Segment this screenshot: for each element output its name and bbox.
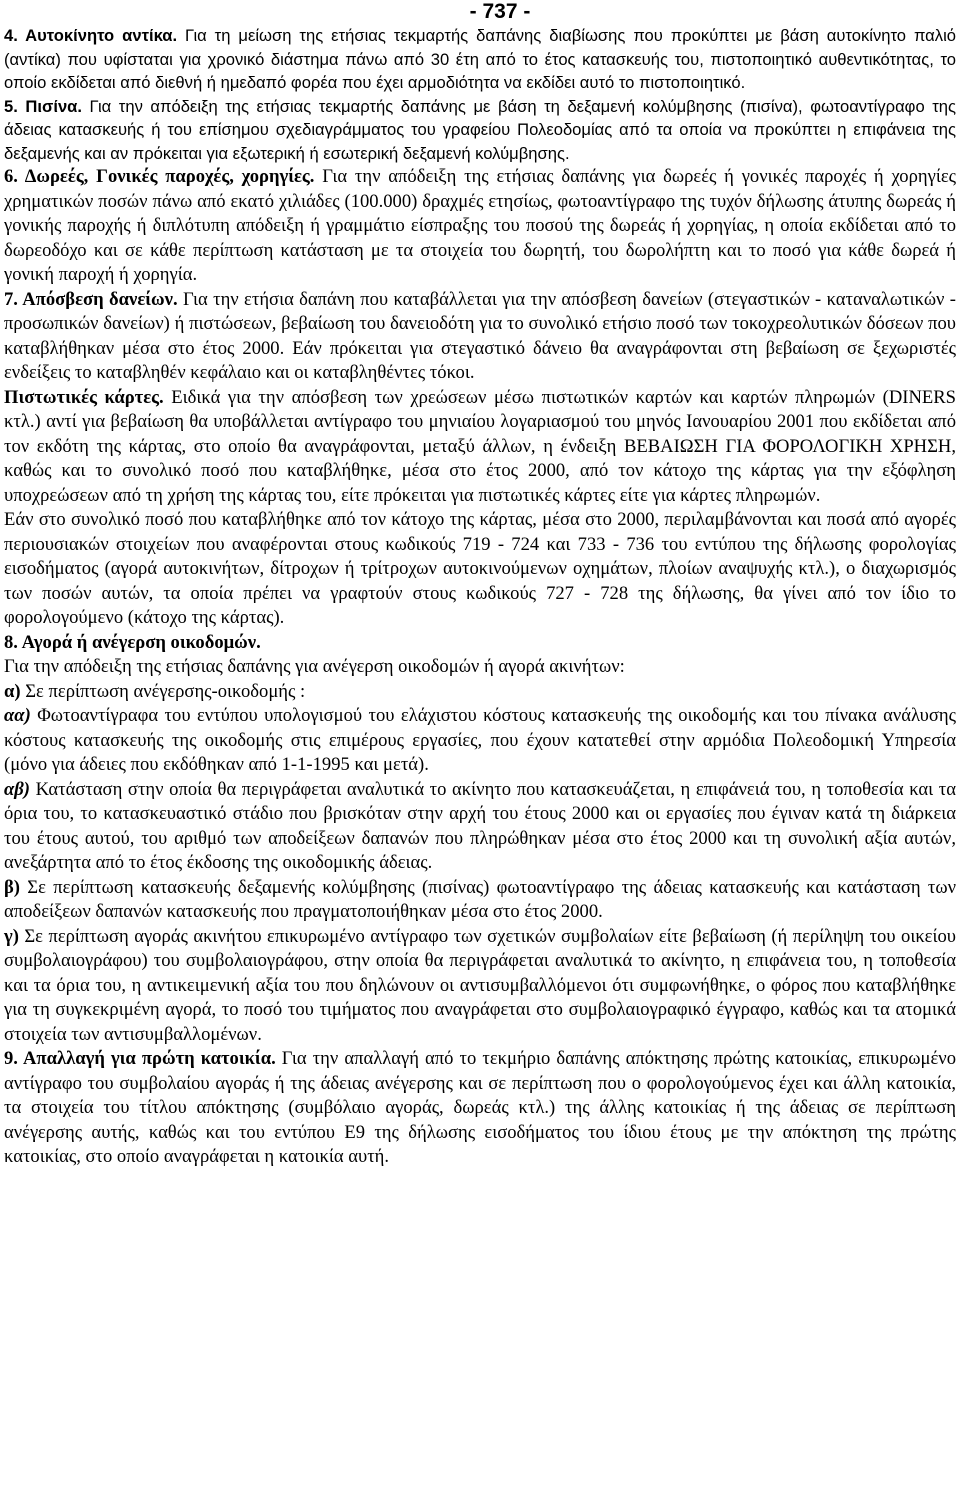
item-label: αβ): [4, 778, 31, 800]
section-heading: 6. Δωρεές, Γονικές παροχές, χορηγίες.: [4, 166, 315, 187]
item-text: Σε περίπτωση κατασκευής δεξαμενής κολύμβησης (πισίνας) φωτοαντίγραφο της άδειας κατασκευής και κατάσταση των αποδείξεων δαπανών κατασκευής που πραγματοποιήθηκαν μέσα στο έτος 2000.: [4, 876, 956, 922]
section-text: Για την απόδειξη της ετήσιας δαπάνης για δωρεές ή γονικές παροχές ή χορηγίες χρηματικών ποσών πάνω από εκατό χιλιάδες (100.000) δραχμές ετησίως, φωτοαντίγραφο της τυχόν δήλωσης άτυπης δωρεάς ή γονικής παροχής ή διπλότυπη απόδειξη ή γραμμάτιο είσπραξης του ποσού της δωρεάς ή χορηγίας, η οποία εκδίδεται από το δωρεοδόχο και σε κάθε περίπτωση κατάσταση με τα στοιχεία του δωρητή, του δωρολήπτη και το ποσό για κάθε δωρεά ή γονική παροχή ή χορηγία.: [4, 166, 956, 285]
item-label: β): [4, 876, 20, 898]
section-antique-car: [4, 24, 956, 95]
section-text: Για την ετήσια δαπάνη που καταβάλλεται για την απόσβεση δανείων (στεγαστικών - καταναλωτικών - προσωπικών δανείων) ή πιστώσεων, βεβαίωση του δανειοδότη για το συνολικό ετήσιο ποσό των τοκοχρεολυτικών δόσεων που καταβλήθηκαν μέσα στο έτος 2000. Εάν πρόκειται για στεγαστικό δάνειο θα αναγράφονται στη βεβαίωση σε ξεχωριστές ενδείξεις το καταβληθέν κεφάλαιο και οι καταβληθέντες τόκοι.: [4, 288, 956, 383]
section-loan-repayment: [4, 288, 956, 386]
section-heading: 8. Αγορά ή ανέγερση οικοδομών.: [4, 631, 261, 653]
item-text: Σε περίπτωση αγοράς ακινήτου επικυρωμένο αντίγραφο των σχετικών συμβολαίων είτε βεβαίωση (ή περίληψη του οικείου συμβολαιογράφου) του συμβολαιογράφου, στην οποία θα περιγράφεται αναλυτικά το ακίνητο, η επιφάνεια του, η τοποθεσία και τα όρια του, η αντικειμενική αξία του που δηλώνουν οι αντισυμβαλλόμενοι ότι συμφωνήθηκε, ο φόρος που καταβλήθηκε για τη συγκεκριμένη αγορά, το ποσό του τιμήματος που αναγράφεται στο συμβολαιογραφικό έγγραφο, καθώς και τα ατομικά στοιχεία των αντισυμβαλλομένων.: [4, 925, 956, 1045]
item-text: Σε περίπτωση ανέγερσης-οικοδομής :: [20, 680, 306, 702]
item-label: γ): [4, 925, 19, 947]
item-a: [4, 680, 956, 705]
section-text: Για την απόδειξη της ετήσιας τεκμαρτής δαπάνης με βάση τη δεξαμενή κολύμβησης (πισίνα), φωτοαντίγραφο της άδειας κατασκευής ή του επίσημου σχεδιαγράμματος του γραφείου Πολεοδομίας από τα οποία να προκύπτει η επιφάνεια της δεξαμενής και αν πρόκειται για εξωτερική ή εσωτερική δεξαμενή κολύμβησης.: [4, 96, 956, 163]
item-ab: [4, 778, 956, 876]
item-aa: [4, 704, 956, 778]
section-heading: 4. Αυτοκίνητο αντίκα.: [4, 26, 178, 45]
item-text: Φωτοαντίγραφα του εντύπου υπολογισμού του ελάχιστου κόστους κατασκευής της οικοδομής και του πίνακα ανάλυσης κόστους κατασκευής της οικοδομής στις επιμέρους εργασίες, που έχουν κατατεθεί στην αρμόδια Πολεοδομική Υπηρεσία (μόνο για άδειες που εκδόθηκαν από 1-1-1995 και μετά).: [4, 705, 956, 775]
document-page: [4, 0, 956, 1170]
section-text: Για την απαλλαγή από το τεκμήριο δαπάνης απόκτησης πρώτης κατοικίας, επικυρωμένο αντίγραφο του συμβολαίου αγοράς ή της άδειας ανέγερσης και σε περίπτωση που ο φορολογούμενος έχει και άλλη κατοικία, τα στοιχεία του τίτλου απόκτησης (συμβόλαιο αγοράς, δωρεάς κτλ.) της άλλης κατοικίας ή της άδειας σε περίπτωση ανέγερσης αυτής, καθώς και του εντύπου Ε9 της δήλωσης εισοδήματος του ίδιου έτους με την απόκτηση της πρώτης κατοικίας, στο οποίο αναγράφεται η κατοικία αυτή.: [4, 1048, 956, 1167]
buildings-intro: Για την απόδειξη της ετήσιας δαπάνης για ανέγερση οικοδομών ή αγορά ακινήτων:: [4, 656, 625, 677]
section-donations: [4, 165, 956, 288]
section-heading: 7. Απόσβεση δανείων.: [4, 288, 178, 310]
item-c: [4, 925, 956, 1048]
item-b: [4, 876, 956, 925]
section-heading: Πιστωτικές κάρτες.: [4, 386, 164, 408]
credit-cards-paragraph-2: Εάν στο συνολικό ποσό που καταβλήθηκε από τον κάτοχο της κάρτας, μέσα στο 2000, περιλαμβάνονται και ποσά από αγορές περιουσιακών στοιχείων που αναφέρονται στους κωδικούς 719 - 724 και 733 - 736 του εντύπου της δήλωσης φορολογίας εισοδήματος (αγορά αυτοκινήτων, δίτροχων ή τρίτροχων αυτοκινούμενων οχημάτων, πλοίων αναψυχής κτλ.), ο διαχωρισμός των ποσών αυτών, τα οποία πρέπει να γραφτούν στους κωδικούς 727 - 728 της δήλωσης, θα γίνει από τον ίδιο το φορολογούμενο (κάτοχο της κάρτας).: [4, 509, 956, 628]
section-text: Για τη μείωση της ετήσιας τεκμαρτής δαπάνης διαβίωσης που προκύπτει με βάση αυτοκίνητο παλιό (αντίκα) που υφίσταται για χρονικό διάστημα πάνω από 30 έτη από το έτος κατασκευής του, πιστοποιητικό αυθεντικότητας, το οποίο εκδίδεται από διεθνή ή ημεδαπό φορέα που έχει αρμοδιότητα να εκδίδει αυτό το πιστοποιητικό.: [4, 26, 956, 92]
page-number: - 737 -: [469, 0, 531, 23]
section-pool: [4, 95, 956, 166]
section-first-home: [4, 1047, 956, 1170]
item-label: α): [4, 680, 21, 702]
section-heading: 9. Απαλλαγή για πρώτη κατοικία.: [4, 1048, 276, 1069]
section-heading: 5. Πισίνα.: [4, 96, 82, 116]
section-credit-cards: [4, 386, 956, 509]
section-text: Ειδικά για την απόσβεση των χρεώσεων μέσω πιστωτικών καρτών και καρτών πληρωμών (DINERS κτλ.) αντί για βεβαίωση θα υποβάλλεται αντίγραφο του μηνιαίου λογαριασμού του μηνός Ιανουαρίου 2001 που εκδίδεται από τον εκδότη της κάρτας, στο οποίο θα αναγράφονται, μεταξύ άλλων, η ένδειξη ΒΕΒΑΙΩΣΗ ΓΙΑ ΦΟΡΟΛΟΓΙΚΗ ΧΡΗΣΗ, καθώς και το συνολικό ποσό που καταβλήθηκε, μέσα στο έτος 2000, από τον κάτοχο της κάρτας για την εξόφληση υποχρεώσεων από τη χρήση της κάρτας του, είτε πρόκειται για πιστωτικές κάρτες είτε για κάρτες πληρωμών.: [4, 386, 956, 506]
item-label: αα): [4, 705, 31, 726]
item-text: Κατάσταση στην οποία θα περιγράφεται αναλυτικά το ακίνητο που κατασκευάζεται, η επιφάνειά του, η τοποθεσία και τα όρια του, το κατασκευαστικό στάδιο που βρισκόταν στην αρχή του έτους 2000 και οι εργασίες που έγιναν κατά τη διάρκεια του έτους αυτού, του αριθμό των αποδείξεων δαπανών που πληρώθηκαν μέσα στο έτος 2000 και τη συνολική αξία αυτών, ανεξάρτητα από το έτος έκδοσης της οικοδομικής άδειας.: [4, 778, 956, 873]
section-buildings: [4, 631, 956, 656]
